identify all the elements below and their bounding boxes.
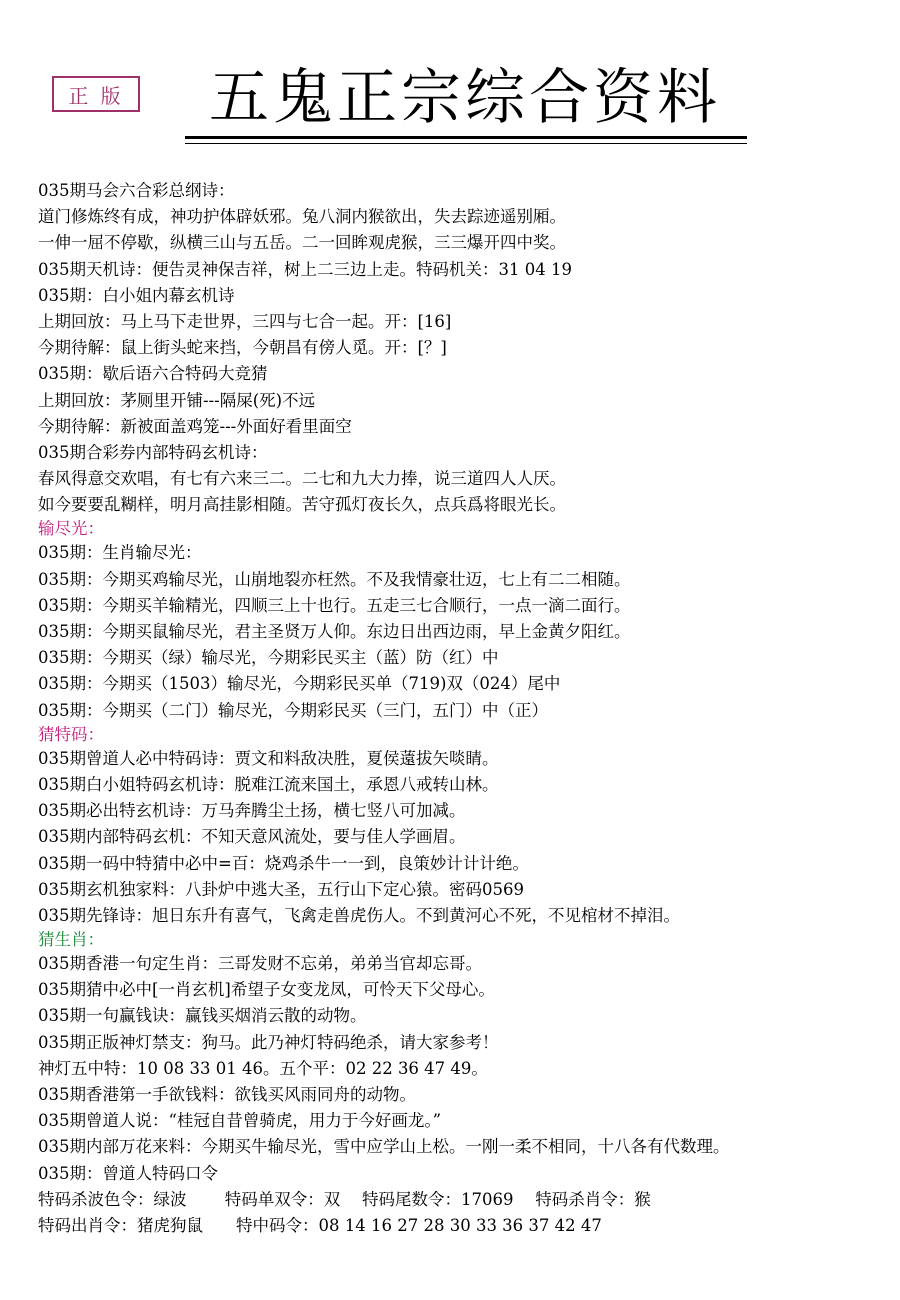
text-line: 春风得意交欢唱，有七有六来三二。二七和九大力捧，说三道四人人厌。	[38, 469, 566, 489]
text-line: 035期香港第一手欲钱料：欲钱买风雨同舟的动物。	[38, 1085, 416, 1104]
text-line: 035期先锋诗：旭日东升有喜气，飞禽走兽虎伤人。不到黄河心不死，不见棺材不掉泪。	[38, 905, 680, 925]
text-line: 特码杀波色令：绿波 特码单双令：双 特码尾数令：17069 特码杀肖令：猴	[38, 1189, 651, 1209]
page-title: 五鬼正宗综合资料	[209, 63, 721, 133]
text-line: 035期：今期买鼠输尽光，君主圣贤万人仰。东边日出西边雨，早上金黄夕阳红。	[38, 622, 631, 641]
text-line: 035期马会六合彩总纲诗：	[38, 181, 235, 200]
text-line: 035期一句赢钱诀：赢钱买烟消云散的动物。	[38, 1006, 367, 1026]
text-line: 神灯五中特：10 08 33 01 46。五个平：02 22 36 47 49。	[38, 1058, 488, 1078]
text-line: 如今要要乱糊样，明月高挂影相随。苦守孤灯夜长久，点兵爲将眼光长。	[38, 495, 566, 515]
text-line: 035期猜中必中[一肖玄机]希望子女变龙凤，可怜天下父母心。	[38, 980, 495, 1000]
text-line: 035期正版神灯禁支：狗马。此乃神灯特码绝杀，请大家参考！	[38, 1032, 499, 1052]
text-line: 035期内部万花来料：今期买牛输尽光，雪中应学山上松。一刚一柔不相同，十八各有代数理。	[38, 1137, 730, 1157]
text-line: 035期：白小姐内幕玄机诗	[38, 285, 235, 305]
text-line: 035期：今期买羊输精光，四顺三上十也行。五走三七合顺行，一点一滴二面行。	[38, 595, 631, 615]
text-line: 035期必出特玄机诗：万马奔腾尘土扬，横七竖八可加减。	[38, 801, 466, 821]
document-body	[38, 178, 888, 1239]
text-line: 道门修炼终有成，神功护体辟妖邪。兔八洞内猴欲出，失去踪迹遥别厢。	[38, 207, 566, 227]
text-line: 035期：今期买（绿）输尽光，今期彩民买主（蓝）防（红）中	[38, 648, 499, 668]
text-line: 035期曾道人说：“桂冠自昔曾骑虎，用力于今好画龙。”	[38, 1111, 442, 1131]
official-badge: 正 版	[52, 76, 140, 112]
text-line: 上期回放：马上马下走世界，三四与七合一起。开：[16]	[38, 311, 452, 331]
section-heading-shu-jin-guang: 输尽光：	[38, 519, 104, 539]
text-line: 一伸一屈不停歇，纵横三山与五岳。二一回眸观虎猴，三三爆开四中奖。	[38, 233, 566, 253]
text-line: 035期玄机独家料：八卦炉中逃大圣，五行山下定心猿。密码0569	[38, 879, 524, 899]
text-line: 035期白小姐特码玄机诗：脱难江流来国土，承恩八戒转山林。	[38, 774, 499, 794]
text-line: 035期：今期买鸡输尽光，山崩地裂亦枉然。不及我情豪壮迈，七上有二二相随。	[38, 569, 631, 589]
text-line: 035期合彩券内部特码玄机诗：	[38, 442, 268, 462]
text-line: 035期：曾道人特码口令	[38, 1163, 218, 1183]
text-line: 035期一码中特猜中必中=百：烧鸡杀牛一一到，良策妙计计计绝。	[38, 853, 529, 873]
section-heading-cai-te-ma: 猜特码：	[38, 724, 104, 744]
text-line: 035期：生肖输尽光：	[38, 543, 202, 563]
text-line: 今期待解：新被面盖鸡笼---外面好看里面空	[38, 416, 352, 436]
text-line: 今期待解：鼠上街头蛇来挡，今朝昌有傍人觅。开：[？]	[38, 338, 447, 358]
section-heading-cai-sheng-xiao: 猜生肖：	[38, 930, 104, 950]
text-line: 035期：歇后语六合特码大竞猜	[38, 364, 268, 384]
text-line: 上期回放：茅厕里开铺---隔屎(死)不远	[38, 390, 316, 410]
text-line: 035期内部特码玄机：不知天意风流处，要与佳人学画眉。	[38, 827, 466, 847]
title-underline-thin	[185, 143, 747, 144]
text-line: 035期：今期买（二门）输尽光，今期彩民买（三门，五门）中（正）	[38, 700, 548, 720]
title-underline	[185, 136, 747, 139]
text-line: 035期曾道人必中特码诗：贾文和料敌决胜，夏侯薳拔矢啖睛。	[38, 748, 499, 768]
text-line: 035期天机诗：便告灵神保吉祥，树上二三边上走。特码机关：31 04 19	[38, 259, 572, 279]
text-line: 035期香港一句定生肖：三哥发财不忘弟，弟弟当官却忘哥。	[38, 954, 482, 974]
text-line: 035期：今期买（1503）输尽光，今期彩民买单（719)双（024）尾中	[38, 674, 561, 694]
text-line: 特码出肖令：猪虎狗鼠 特中码令：08 14 16 27 28 30 33 36 37 42 47	[38, 1215, 602, 1235]
